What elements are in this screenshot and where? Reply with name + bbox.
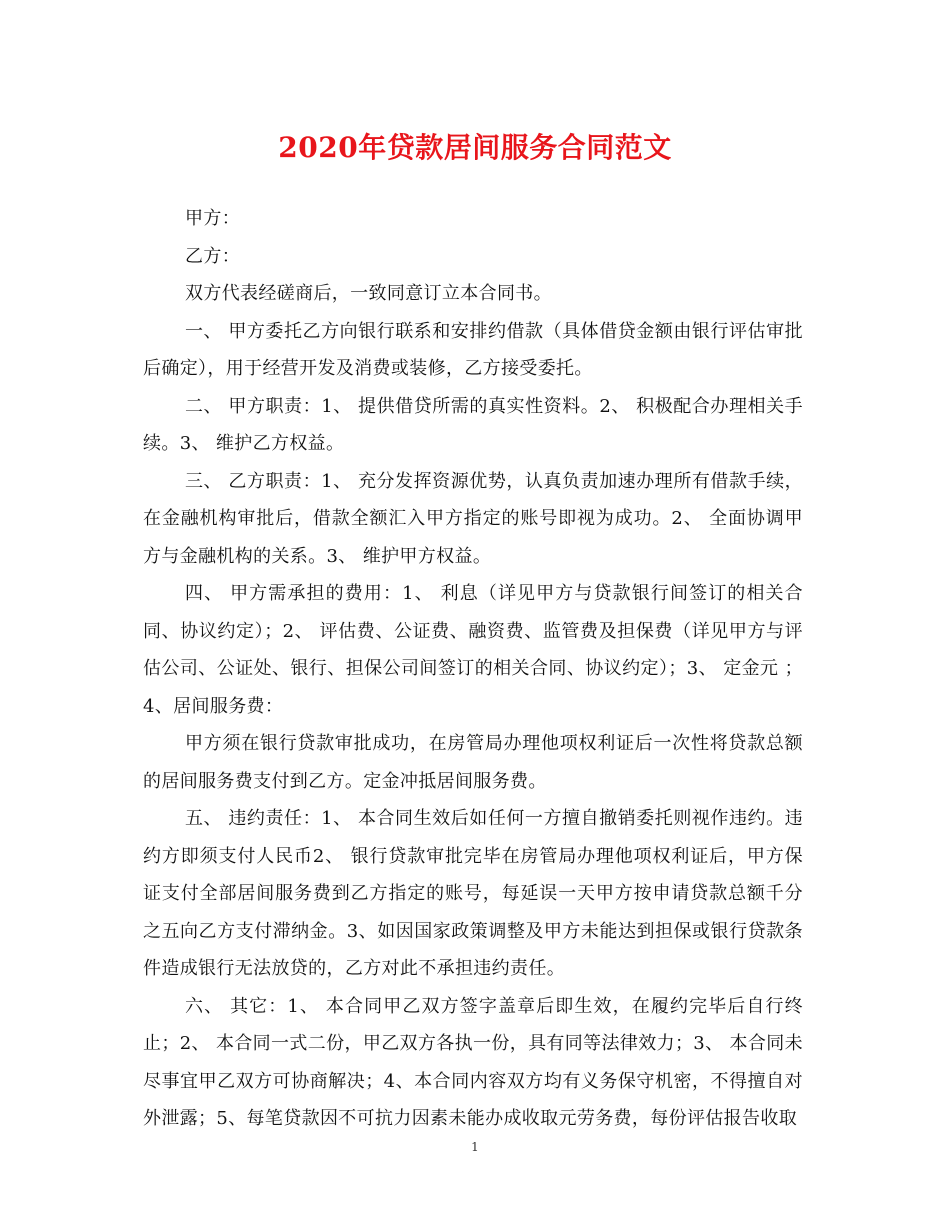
clause-2: 二、 甲方职责：1、 提供借贷所需的真实性资料。2、 积极配合办理相关手续。3、 维护乙方权益。 xyxy=(143,395,803,454)
agreement-intro: 双方代表经磋商后，一致同意订立本合同书。 xyxy=(185,283,552,304)
page-number: 1 xyxy=(471,1140,479,1154)
document-title: 2020年贷款居间服务合同范文 xyxy=(278,131,672,164)
party-b-line: 乙方： xyxy=(185,245,241,267)
clause-1: 一、 甲方委托乙方向银行联系和安排约借款（具体借贷金额由银行评估审批后确定），用于经营开发及消费或装修，乙方接受委托。 xyxy=(143,320,803,379)
clause-4-payment: 甲方须在银行贷款审批成功，在房管局办理他项权利证后一次性将贷款总额的居间服务费支付到乙方。定金冲抵居间服务费。 xyxy=(143,733,803,792)
clause-6: 六、 其它：1、 本合同甲乙双方签字盖章后即生效，在履约完毕后自行终止；2、 本合同一式二份，甲乙双方各执一份，具有同等法律效力；3、 本合同未尽事宜甲乙双方可协商解决；4、本合同内容双方均有义务保守机密，不得擅自对外泄露；5、每笔贷款因不可抗力因素未能办成收取元劳务费，每份评估报告收取 xyxy=(143,995,803,1129)
clause-5: 五、 违约责任：1、 本合同生效后如任何一方擅自撤销委托则视作违约。违约方即须支付人民币2、 银行贷款审批完毕在房管局办理他项权利证后，甲方保证支付全部居间服务费到乙方指定的账号，每延误一天甲方按申请贷款总额千分之五向乙方支付滞纳金。3、如因国家政策调整及甲方未能达到担保或银行贷款条件造成银行无法放贷的，乙方对此不承担违约责任。 xyxy=(143,808,803,979)
contract-body xyxy=(143,200,803,1138)
party-a-line: 甲方： xyxy=(185,208,241,229)
clause-3: 三、 乙方职责：1、 充分发挥资源优势，认真负责加速办理所有借款手续，在金融机构审批后，借款全额汇入甲方指定的账号即视为成功。2、 全面协调甲方与金融机构的关系。3、 维护甲方权益。 xyxy=(143,470,803,567)
clause-4: 四、 甲方需承担的费用：1、 利息（详见甲方与贷款银行间签订的相关合同、协议约定）；2、 评估费、公证费、融资费、监管费及担保费（详见甲方与评估公司、公证处、银行、担保公司间签订的相关合同、协议约定）；3、 定金元 ；4、居间服务费： xyxy=(143,583,803,717)
